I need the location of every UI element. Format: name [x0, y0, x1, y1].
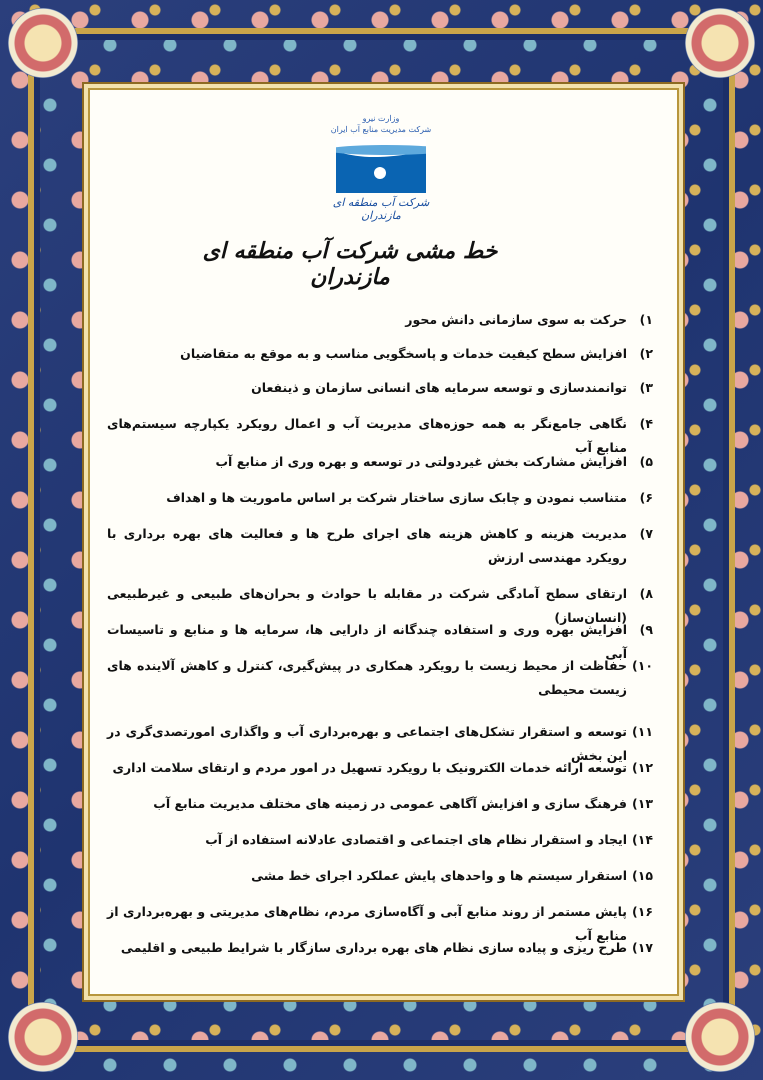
item-text: افزایش سطح کیفیت خدمات و پاسخگویی مناسب و به موقع به متقاضیان — [180, 346, 627, 361]
list-item — [107, 654, 653, 702]
corner-ornament-icon — [685, 1002, 755, 1072]
item-text: فرهنگ سازی و افزایش آگاهی عمومی در زمینه های مختلف مدیریت منابع آب — [153, 796, 627, 811]
corner-ornament-icon — [685, 8, 755, 78]
list-item — [107, 792, 653, 816]
list-item — [107, 308, 653, 332]
corner-ornament-icon — [8, 1002, 78, 1072]
item-text: ایجاد و استقرار نظام های اجتماعی و اقتصادی عادلانه استفاده از آب — [205, 832, 627, 847]
item-number: ۱۴) — [632, 832, 653, 847]
list-item — [107, 936, 653, 960]
item-number: ۷) — [639, 526, 653, 541]
item-number: ۱۵) — [632, 868, 653, 883]
item-text: استقرار سیستم ها و واحدهای پایش عملکرد اجرای خط مشی — [251, 868, 627, 883]
item-number: ۱۷) — [632, 940, 653, 955]
list-item — [107, 486, 653, 510]
item-number: ۱) — [639, 312, 653, 327]
item-number: ۱۶) — [632, 904, 653, 919]
item-number: ۵) — [639, 454, 653, 469]
item-number: ۲) — [639, 346, 653, 361]
item-text: متناسب نمودن و چابک سازی ساختار شرکت بر اساس ماموریت ها و اهداف — [166, 490, 627, 505]
item-number: ۱۲) — [632, 760, 653, 775]
item-number: ۸) — [639, 586, 653, 601]
water-wave-icon — [336, 137, 426, 193]
item-text: ارتقای سطح آمادگی شرکت در مقابله با حوادث و بحران‌های طبیعی و غیرطبیعی (انسان‌ساز) — [107, 586, 627, 625]
item-text: توسعه ارائه خدمات الکترونیک با رویکرد تسهیل در امور مردم و ارتقای سلامت اداری — [112, 760, 627, 775]
page-title: خط مشی شرکت آب منطقه ای مازندران — [202, 238, 498, 290]
corner-ornament-icon — [8, 8, 78, 78]
list-item — [107, 376, 653, 400]
item-number: ۹) — [639, 622, 653, 637]
item-number: ۴) — [639, 416, 653, 431]
item-text: حرکت به سوی سازمانی دانش محور — [405, 312, 627, 327]
logo-ministry-text: وزارت نیرو — [362, 114, 400, 123]
item-text: طرح ریزی و پیاده سازی نظام های بهره برداری سازگار با شرایط طبیعی و اقلیمی — [120, 940, 627, 955]
item-text: نگاهی جامع‌نگر به همه حوزه‌های مدیریت آب و اعمال رویکرد یکپارچه سیستم‌های منابع آب — [107, 416, 627, 455]
item-text: افزایش مشارکت بخش غیردولتی در توسعه و بهره وری از منابع آب — [215, 454, 627, 469]
logo-company-text: شرکت مدیریت منابع آب ایران — [330, 125, 432, 134]
list-item — [107, 522, 653, 570]
list-item — [107, 450, 653, 474]
list-item — [107, 342, 653, 366]
list-item — [107, 756, 653, 780]
company-logo — [329, 113, 433, 222]
item-text: مدیریت هزینه و کاهش هزینه های اجرای طرح ها و فعالیت های بهره برداری با رویکرد مهندسی ارزش — [107, 526, 627, 565]
item-text: افزایش بهره وری و استفاده چندگانه از دارایی ها، سرمایه ها و منابع و تاسیسات آبی — [107, 622, 627, 661]
logo-regional-text: شرکت آب منطقه ای مازندران — [332, 196, 430, 222]
item-number: ۱۰) — [632, 658, 653, 673]
item-number: ۶) — [639, 490, 653, 505]
item-text: توسعه و استقرار تشکل‌های اجتماعی و بهره‌برداری آب و واگذاری امورتصدی‌گری در این بخش — [107, 724, 627, 763]
item-text: توانمندسازی و توسعه سرمایه های انسانی سازمان و ذینفعان — [251, 380, 627, 395]
item-number: ۱۱) — [632, 724, 653, 739]
item-text: پایش مستمر از روند منابع آبی و آگاه‌سازی مردم، نظام‌های مدیریتی و بهره‌برداری از منابع آب — [107, 904, 627, 943]
item-number: ۳) — [639, 380, 653, 395]
list-item — [107, 828, 653, 852]
item-text: حفاظت از محیط زیست با رویکرد همکاری در پیش‌گیری، کنترل و کاهش آلاینده های زیست محیطی — [107, 658, 627, 697]
item-number: ۱۳) — [632, 796, 653, 811]
list-item — [107, 864, 653, 888]
